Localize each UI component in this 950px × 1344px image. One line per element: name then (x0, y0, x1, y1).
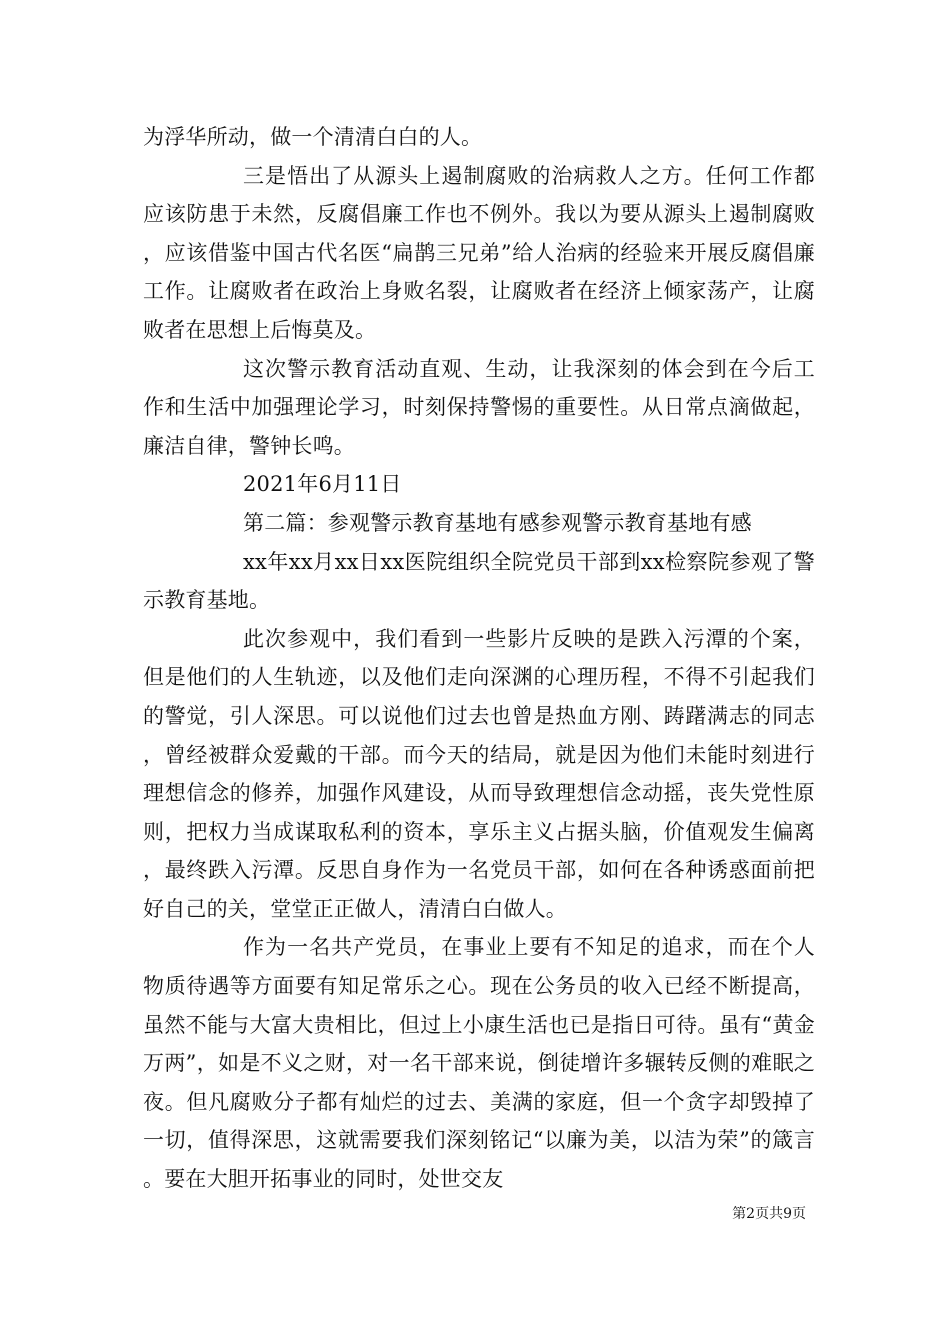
page-number: 第2页共9页 (732, 1206, 806, 1222)
date-line: 2021年6月11日 (243, 472, 402, 497)
document-body (143, 118, 815, 1199)
paragraph-intro: xx年xx月xx日xx医院组织全院党员干部到xx检察院参观了警示教育基地。 (143, 549, 815, 613)
paragraph-visit: 此次参观中，我们看到一些影片反映的是跌入污潭的个案，但是他们的人生轨迹，以及他们走向深渊的心理历程，不得不引起我们的警觉，引人深思。可以说他们过去也曾是热血方刚、踌躇满志的同志，曾经被群众爱戴的干部。而今天的结局，就是因为他们未能时刻进行理想信念的修养，加强作风建设，从而导致理想信念动摇，丧失党性原则，把权力当成谋取私利的资本，享乐主义占据头脑，价值观发生偏离，最终跌入污潭。反思自身作为一名党员干部，如何在各种诱惑面前把好自己的关，堂堂正正做人，清清白白做人。 (143, 626, 815, 921)
paragraph-continuation: 为浮华所动，做一个清清白白的人。 (143, 125, 483, 149)
section-title: 第二篇：参观警示教育基地有感参观警示教育基地有感 (243, 510, 752, 535)
paragraph-conclusion: 这次警示教育活动直观、生动，让我深刻的体会到在今后工作和生活中加强理论学习，时刻保持警惕的重要性。从日常点滴做起，廉洁自律，警钟长鸣。 (143, 356, 815, 458)
paragraph-party-member: 作为一名共产党员，在事业上要有不知足的追求，而在个人物质待遇等方面要有知足常乐之心。现在公务员的收入已经不断提高，虽然不能与大富大贵相比，但过上小康生活也已是指日可待。虽有“黄金万两”，如是不义之财，对一名干部来说，倒徒增许多辗转反侧的难眠之夜。但凡腐败分子都有灿烂的过去、美满的家庭，但一个贪字却毁掉了一切，值得深思，这就需要我们深刻铭记“以廉为美，以洁为荣”的箴言。要在大胆开拓事业的同时，处世交友 (143, 935, 815, 1192)
paragraph-point-three: 三是悟出了从源头上遏制腐败的治病救人之方。任何工作都应该防患于未然，反腐倡廉工作也不例外。我以为要从源头上遏制腐败，应该借鉴中国古代名医“扁鹊三兄弟”给人治病的经验来开展反腐倡廉工作。让腐败者在政治上身败名裂，让腐败者在经济上倾家荡产，让腐败者在思想上后悔莫及。 (143, 163, 815, 342)
